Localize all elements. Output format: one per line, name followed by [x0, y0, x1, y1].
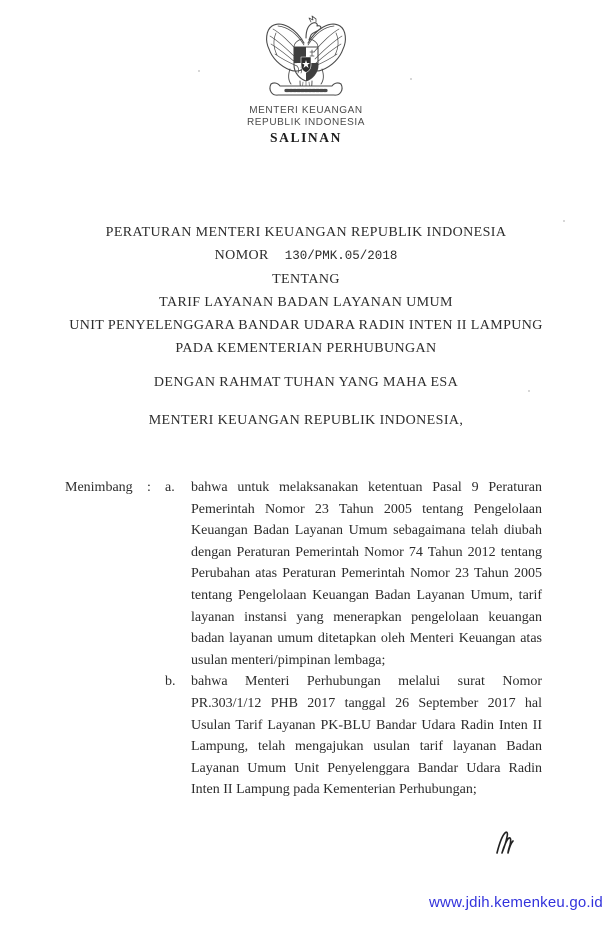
considering-item-a	[165, 477, 542, 671]
considering-separator: :	[147, 480, 151, 495]
letterhead	[6, 13, 606, 146]
tentang-label: TENTANG	[272, 272, 340, 287]
considering-section	[65, 477, 542, 801]
nomor-label: NOMOR	[214, 248, 269, 263]
subject-line-1: TARIF LAYANAN BADAN LAYANAN UMUM	[159, 295, 453, 310]
scan-speck	[198, 70, 200, 72]
ministry-name-line2: REPUBLIK INDONESIA	[246, 117, 366, 128]
authority-line: MENTERI KEUANGAN REPUBLIK INDONESIA,	[148, 413, 464, 428]
subject-line-2: UNIT PENYELENGGARA BANDAR UDARA RADIN INTEN II LAMPUNG	[69, 318, 543, 333]
regulation-number-line	[6, 244, 606, 268]
considering-items	[165, 477, 542, 801]
garuda-pancasila-emblem	[264, 13, 348, 103]
invocation-line: DENGAN RAHMAT TUHAN YANG MAHA ESA	[153, 375, 459, 390]
regulation-title-line: PERATURAN MENTERI KEUANGAN REPUBLIK INDONESIA	[105, 225, 507, 240]
handwritten-initial-mark	[493, 829, 519, 859]
jdih-website-link[interactable]: www.jdih.kemenkeu.go.id	[429, 894, 603, 911]
nomor-value: 130/PMK.05/2018	[284, 249, 398, 263]
copy-label: SALINAN	[270, 130, 342, 145]
considering-item-b	[165, 671, 542, 801]
ministry-name-line1: MENTERI KEUANGAN	[249, 105, 363, 116]
scan-speck	[528, 390, 530, 392]
subject-line-3: PADA KEMENTERIAN PERHUBUNGAN	[175, 341, 437, 356]
item-text: bahwa Menteri Perhubungan melalui surat Nomor PR.303/1/12 PHB 2017 tanggal 26 September 2017 hal Usulan Tarif Layanan PK-BLU Bandar Udara Radin Inten II Lampung, telah mengajukan usulan tarif layanan Badan Layanan Umum Unit Penyelenggara Bandar Udara Radin Inten II Lampung pada Kementerian Perhubungan;	[191, 674, 542, 798]
item-text: bahwa untuk melaksanakan ketentuan Pasal 9 Peraturan Pemerintah Nomor 23 Tahun 2005 tentang Pengelolaan Keuangan Badan Layanan Umum sebagaimana telah diubah dengan Peraturan Pemerintah Nomor 74 Tahun 2012 tentang Perubahan atas Peraturan Pemerintah Nomor 23 Tahun 2005 tentang Pengelolaan Keuangan Badan Layanan Umum, tarif layanan instansi yang menerapkan pengelolaan keuangan badan layanan umum ditetapkan oleh Menteri Keuangan atas usulan menteri/pimpinan lembaga;	[191, 480, 542, 668]
regulation-title-block	[6, 221, 606, 360]
scan-speck	[170, 296, 172, 298]
scan-speck	[563, 220, 565, 222]
scan-speck	[410, 78, 412, 80]
item-marker: b.	[165, 674, 176, 690]
item-marker: a.	[165, 480, 175, 495]
considering-label: Menimbang	[65, 480, 133, 495]
